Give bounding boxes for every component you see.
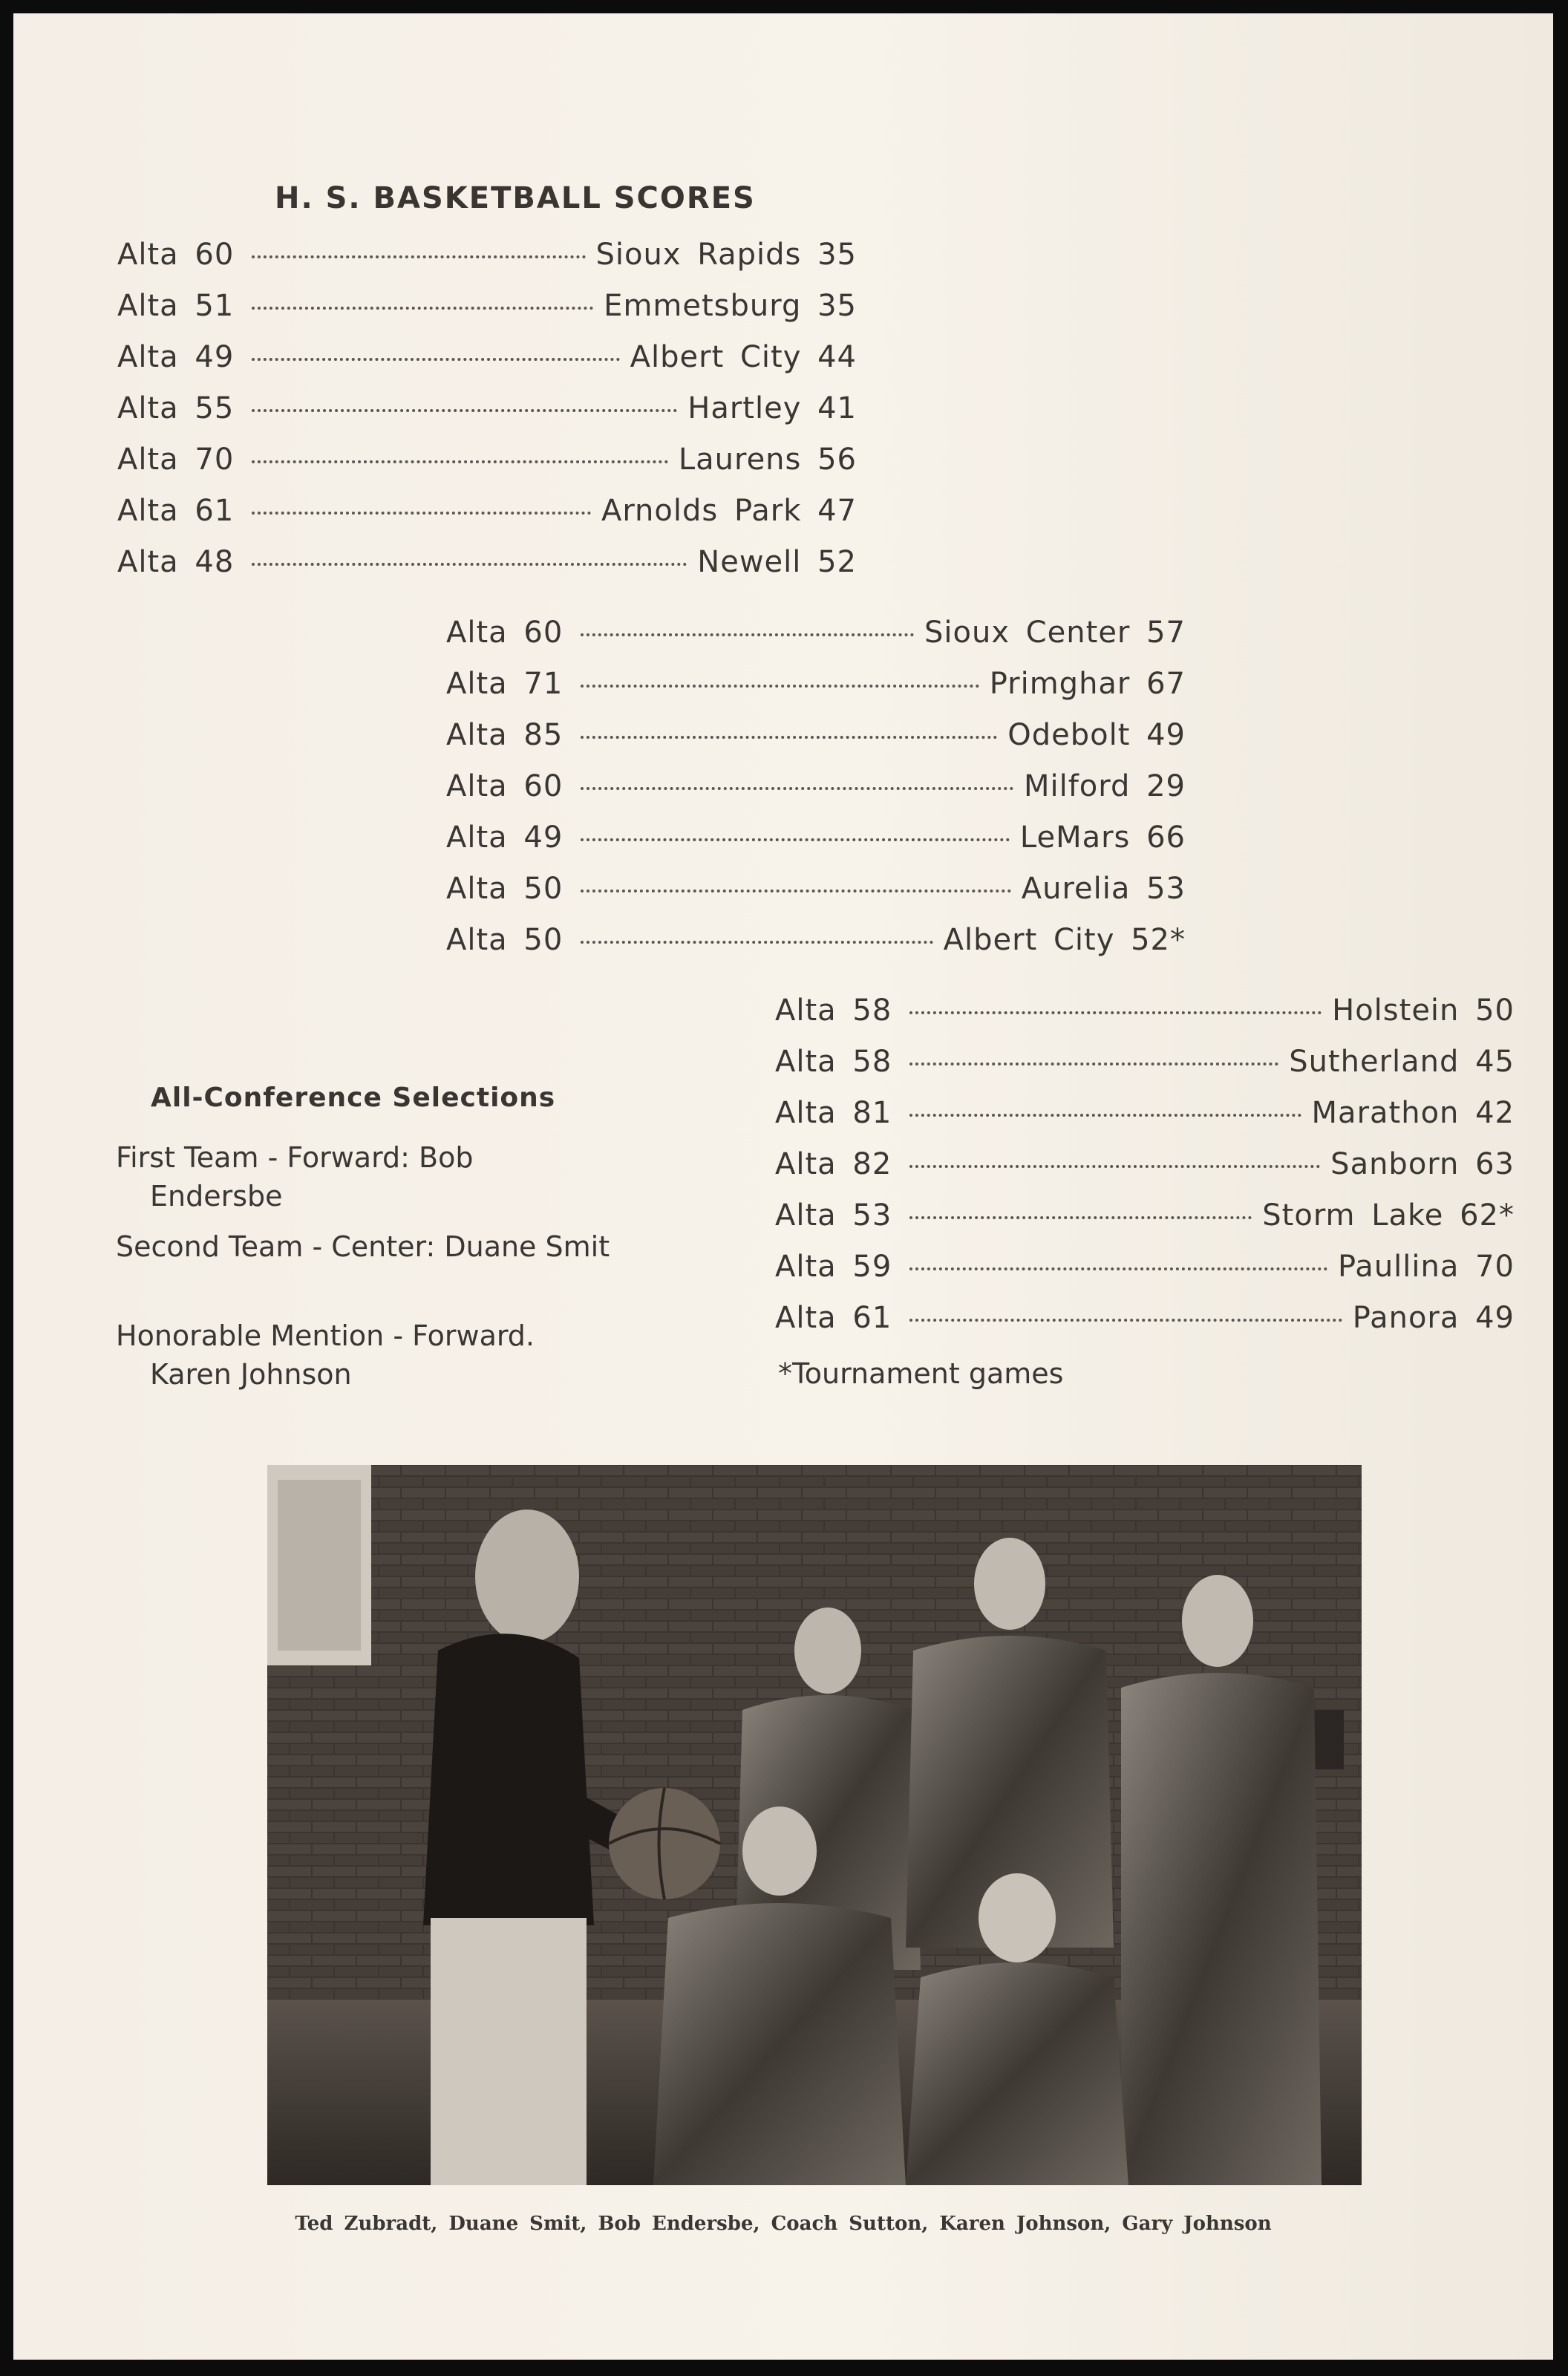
alta-score: Alta 48	[117, 545, 235, 579]
alta-score: Alta 50	[446, 872, 564, 906]
alta-score: Alta 60	[446, 769, 564, 803]
score-row	[117, 443, 857, 487]
alta-score: Alta 51	[117, 289, 235, 323]
score-row	[775, 1096, 1515, 1140]
score-row	[446, 667, 1186, 711]
score-row	[446, 769, 1186, 814]
opponent-score: Holstein 50	[1332, 993, 1515, 1028]
dot-leader	[909, 1011, 1322, 1014]
score-row	[117, 340, 857, 385]
opponent-score: Albert City 52*	[943, 923, 1186, 957]
score-row	[446, 820, 1186, 865]
dot-leader	[581, 890, 1010, 892]
opponent-score: Hartley 41	[687, 391, 857, 425]
score-row	[117, 238, 857, 282]
score-row	[117, 391, 857, 436]
alta-score: Alta 53	[775, 1198, 892, 1233]
alta-score: Alta 60	[117, 238, 235, 272]
score-row	[446, 872, 1186, 916]
page-title: H. S. BASKETBALL SCORES	[275, 181, 756, 215]
yearbook-page	[13, 13, 1553, 2360]
score-row	[117, 494, 857, 538]
tournament-footnote: *Tournament games	[778, 1357, 1064, 1390]
dot-leader	[252, 307, 593, 310]
opponent-score: Sioux Rapids 35	[595, 238, 857, 272]
opponent-score: Emmetsburg 35	[604, 289, 857, 323]
dot-leader	[581, 685, 979, 688]
dot-leader	[909, 1063, 1278, 1065]
score-row	[775, 1045, 1515, 1089]
alta-score: Alta 58	[775, 1045, 892, 1079]
opponent-score: Paullina 70	[1337, 1250, 1515, 1284]
alta-score: Alta 70	[117, 443, 235, 477]
all-conference-item: First Team - Forward: Bob Endersbe	[116, 1141, 474, 1213]
photo-caption: Ted Zubradt, Duane Smit, Bob Endersbe, Coach Sutton, Karen Johnson, Gary Johnson	[295, 2213, 1272, 2235]
dot-leader	[581, 633, 914, 636]
alta-score: Alta 61	[117, 494, 235, 528]
opponent-score: Panora 49	[1352, 1301, 1515, 1335]
alta-score: Alta 58	[775, 993, 892, 1028]
score-row	[117, 289, 857, 333]
alta-score: Alta 71	[446, 667, 564, 701]
alta-score: Alta 81	[775, 1096, 892, 1130]
all-conference-item: Second Team - Center: Duane Smit	[116, 1230, 610, 1263]
opponent-score: Sanborn 63	[1330, 1147, 1515, 1181]
opponent-score: Arnolds Park 47	[601, 494, 857, 528]
score-row	[117, 545, 857, 590]
score-row	[775, 1301, 1515, 1345]
dot-leader	[252, 460, 668, 463]
score-row	[446, 616, 1186, 660]
alta-score: Alta 59	[775, 1250, 892, 1284]
score-row	[775, 1147, 1515, 1192]
opponent-score: Albert City 44	[630, 340, 857, 374]
score-row	[446, 718, 1186, 763]
alta-score: Alta 49	[117, 340, 235, 374]
dot-leader	[581, 787, 1013, 790]
opponent-score: LeMars 66	[1019, 820, 1186, 855]
team-photo-illustration	[267, 1465, 1362, 2185]
opponent-score: Marathon 42	[1311, 1096, 1515, 1130]
alta-score: Alta 82	[775, 1147, 892, 1181]
opponent-score: Storm Lake 62*	[1262, 1198, 1515, 1233]
alta-score: Alta 61	[775, 1301, 892, 1335]
score-row	[775, 1198, 1515, 1243]
dot-leader	[252, 563, 687, 566]
dot-leader	[581, 941, 932, 944]
dot-leader	[909, 1114, 1301, 1117]
opponent-score: Aurelia 53	[1021, 872, 1186, 906]
opponent-score: Primghar 67	[989, 667, 1186, 701]
opponent-score: Milford 29	[1023, 769, 1186, 803]
all-conference-item: Honorable Mention - Forward. Karen Johnson	[116, 1319, 535, 1391]
opponent-score: Odebolt 49	[1007, 718, 1186, 752]
dot-leader	[909, 1319, 1342, 1322]
score-row	[775, 993, 1515, 1038]
alta-score: Alta 60	[446, 616, 564, 650]
dot-leader	[252, 512, 591, 515]
team-photo	[267, 1465, 1362, 2185]
all-conference-title: All-Conference Selections	[151, 1083, 556, 1113]
opponent-score: Sioux Center 57	[924, 616, 1186, 650]
dot-leader	[909, 1216, 1252, 1219]
opponent-score: Sutherland 45	[1289, 1045, 1515, 1079]
score-row	[446, 923, 1186, 967]
score-row	[775, 1250, 1515, 1294]
alta-score: Alta 55	[117, 391, 235, 425]
dot-leader	[909, 1267, 1327, 1270]
dot-leader	[909, 1165, 1320, 1168]
alta-score: Alta 50	[446, 923, 564, 957]
dot-leader	[252, 255, 585, 258]
opponent-score: Laurens 56	[678, 443, 857, 477]
alta-score: Alta 49	[446, 820, 564, 855]
opponent-score: Newell 52	[697, 545, 857, 579]
dot-leader	[581, 838, 1010, 841]
dot-leader	[252, 358, 619, 361]
dot-leader	[581, 736, 997, 739]
dot-leader	[252, 409, 677, 412]
alta-score: Alta 85	[446, 718, 564, 752]
